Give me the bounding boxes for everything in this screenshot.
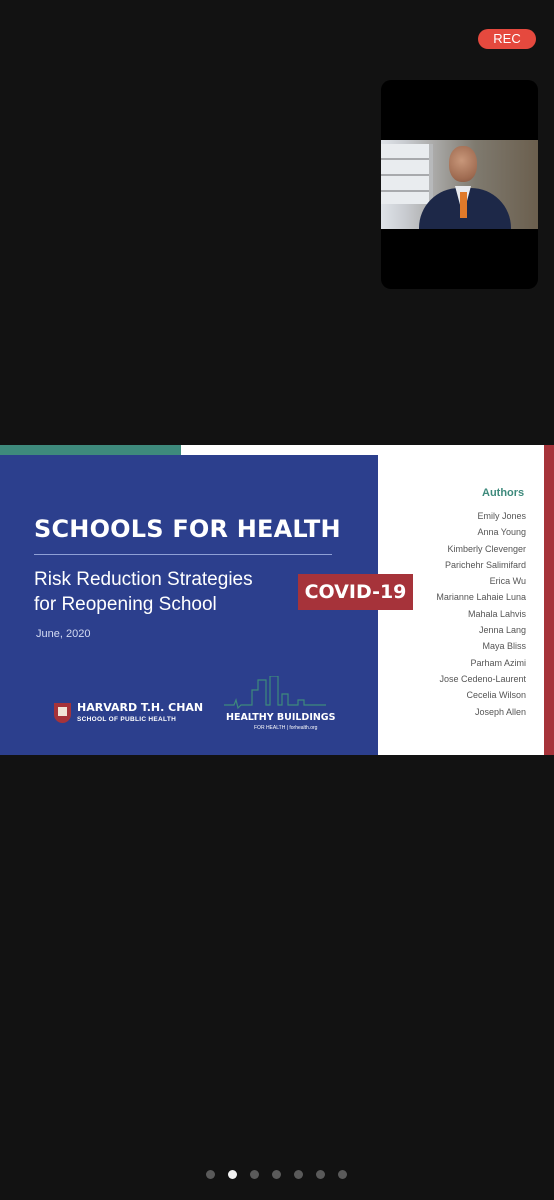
- harvard-shield-icon: [54, 703, 71, 723]
- healthy-buildings-subtitle: FOR HEALTH | forhealth.org: [254, 725, 318, 731]
- page-dot[interactable]: [272, 1170, 281, 1179]
- page-dot[interactable]: [316, 1170, 325, 1179]
- author-name: Joseph Allen: [474, 706, 526, 717]
- slide-subtitle-line-1: Risk Reduction Strategies: [34, 569, 253, 590]
- authors-heading: Authors: [482, 487, 525, 499]
- healthy-buildings-name: HEALTHY BUILDINGS: [226, 712, 336, 723]
- recording-indicator: REC: [478, 29, 536, 49]
- harvard-logo-subtitle: SCHOOL OF PUBLIC HEALTH: [77, 716, 177, 723]
- author-name: Marianne Lahaie Luna: [436, 592, 526, 603]
- slide-date: June, 2020: [36, 628, 91, 640]
- page-dot[interactable]: [294, 1170, 303, 1179]
- background-window: [381, 144, 433, 204]
- author-name: Maya Bliss: [482, 641, 526, 652]
- page-dot[interactable]: [228, 1170, 237, 1179]
- page-dot[interactable]: [250, 1170, 259, 1179]
- harvard-logo-name: HARVARD T.H. CHAN: [77, 701, 204, 714]
- slide-subtitle-line-2: for Reopening School: [34, 594, 217, 615]
- title-divider: [34, 554, 332, 555]
- author-name: Parham Azimi: [470, 657, 526, 668]
- author-name: Jose Cedeno-Laurent: [439, 673, 526, 684]
- covid-badge: COVID-19: [298, 574, 413, 610]
- author-list: [436, 508, 526, 720]
- author-name: Mahala Lahvis: [467, 608, 526, 619]
- author-name: Kimberly Clevenger: [447, 543, 526, 554]
- speaker-head: [449, 146, 477, 182]
- author-name: Parichehr Salimifard: [444, 559, 526, 570]
- author-name: Erica Wu: [489, 576, 526, 587]
- participant-video-feed: [381, 140, 538, 229]
- crimson-edge-bar: [544, 445, 554, 755]
- page-dot[interactable]: [338, 1170, 347, 1179]
- participant-video-tile[interactable]: [381, 80, 538, 289]
- speaker-tie: [460, 192, 467, 218]
- shared-presentation-slide[interactable]: [0, 445, 554, 755]
- author-name: Anna Young: [477, 527, 526, 538]
- author-name: Jenna Lang: [478, 625, 526, 636]
- author-name: Emily Jones: [477, 511, 526, 521]
- author-name: Cecelia Wilson: [466, 690, 526, 701]
- slide-title: SCHOOLS FOR HEALTH: [34, 515, 341, 543]
- page-dot[interactable]: [206, 1170, 215, 1179]
